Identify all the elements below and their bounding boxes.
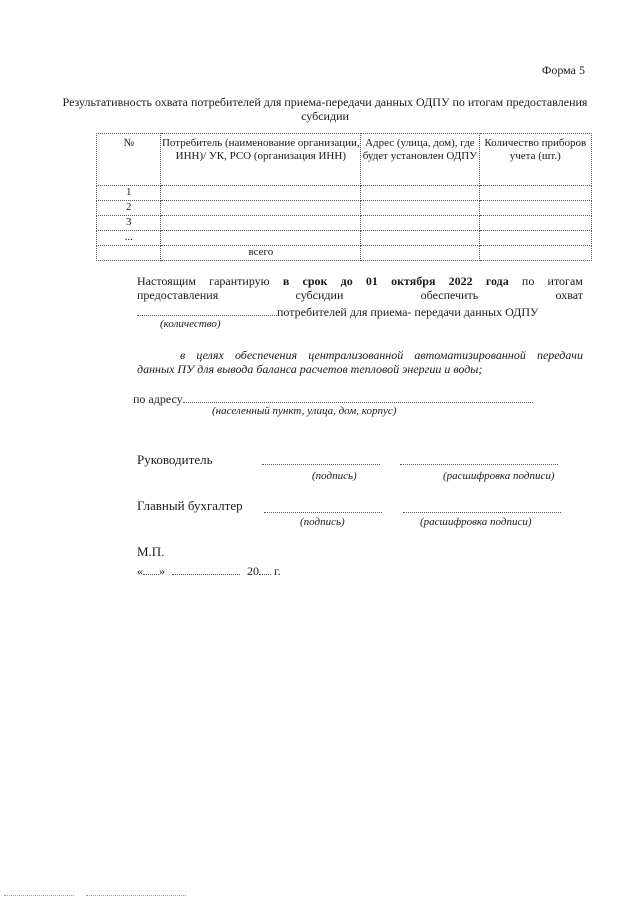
table-cell	[361, 231, 479, 246]
word: предоставления	[137, 288, 219, 302]
word: года	[485, 274, 509, 288]
stamp-label: М.П.	[137, 544, 165, 559]
document-title: Результативность охвата потребителей для приема-передачи данных ОДПУ по итогам предоставления субсидии	[62, 95, 588, 123]
table-cell	[361, 216, 479, 231]
date-line	[137, 563, 281, 579]
word: автоматизированной	[414, 348, 526, 362]
word: передачи	[536, 348, 583, 362]
word: обеспечения	[234, 348, 298, 362]
guarantee-suffix: потребителей для приема- передачи данных ОДПУ	[277, 305, 539, 319]
table-total-row	[97, 246, 592, 261]
date-year-prefix: 20	[247, 564, 259, 578]
total-label: всего	[161, 246, 361, 261]
quantity-blank[interactable]	[137, 304, 277, 316]
footer-mark	[86, 895, 186, 896]
head-sign-caption: (подпись)	[312, 470, 357, 482]
quantity-caption: (количество)	[160, 318, 221, 330]
word: итогам	[547, 274, 583, 288]
header-number: №	[97, 134, 161, 186]
word: обеспечить	[420, 288, 479, 302]
word: до	[340, 274, 353, 288]
address-caption: (населенный пункт, улица, дом, корпус)	[212, 405, 397, 417]
accountant-decode-blank[interactable]	[403, 512, 561, 513]
table-cell	[479, 216, 591, 231]
accountant-sign-caption: (подпись)	[300, 516, 345, 528]
word: субсидии	[295, 288, 344, 302]
table-cell: 1	[97, 186, 161, 201]
word: 01	[365, 274, 378, 288]
head-decode-blank[interactable]	[400, 464, 558, 465]
guarantee-line-1	[137, 274, 583, 289]
word: 2022	[448, 274, 473, 288]
table-cell	[479, 246, 591, 261]
table-cell	[161, 216, 361, 231]
head-decode-caption: (расшифровка подписи)	[443, 470, 555, 482]
table-cell: ...	[97, 231, 161, 246]
table-row	[97, 216, 592, 231]
header-address: Адрес (улица, дом), где будет установлен ОДПУ	[361, 134, 479, 186]
header-device-count: Количество приборов учета (шт.)	[479, 134, 591, 186]
table-cell	[479, 201, 591, 216]
table-cell	[97, 246, 161, 261]
accountant-signature-blank[interactable]	[264, 512, 382, 513]
footer-mark	[4, 895, 74, 896]
date-day-blank[interactable]	[143, 563, 159, 575]
consumer-table	[96, 133, 592, 261]
table-cell	[161, 186, 361, 201]
word: целях	[196, 348, 224, 362]
table-cell	[479, 231, 591, 246]
word: охват	[555, 288, 583, 302]
table-cell	[361, 186, 479, 201]
date-year-suffix: г.	[274, 564, 281, 578]
word: централизованной	[308, 348, 404, 362]
word: гарантирую	[209, 274, 270, 288]
address-label: по адресу	[133, 392, 183, 406]
date-month-blank[interactable]	[172, 563, 240, 575]
word: октября	[391, 274, 436, 288]
table-cell: 2	[97, 201, 161, 216]
form-number-label: Форма 5	[541, 63, 585, 77]
table-cell	[161, 201, 361, 216]
table-row	[97, 186, 592, 201]
goal-line-1	[180, 348, 583, 363]
word: срок	[302, 274, 328, 288]
head-signature-blank[interactable]	[262, 464, 380, 465]
header-consumer: Потребитель (наименование организации, ИНН)/ УК, РСО (организация ИНН)	[161, 134, 361, 186]
word: в	[180, 348, 186, 362]
table-cell	[361, 246, 479, 261]
goal-line-2: данных ПУ для вывода баланса расчетов тепловой энергии и воды;	[137, 362, 483, 376]
date-close-quote: »	[159, 564, 165, 578]
guarantee-line-2	[137, 288, 583, 303]
word: Настоящим	[137, 274, 196, 288]
date-open-quote: «	[137, 564, 143, 578]
word: по	[521, 274, 535, 288]
table-cell	[479, 186, 591, 201]
table-cell	[361, 201, 479, 216]
table-row	[97, 201, 592, 216]
address-blank[interactable]	[183, 391, 533, 403]
table-header-row	[97, 134, 592, 186]
date-year-blank[interactable]	[259, 563, 271, 575]
table-cell: 3	[97, 216, 161, 231]
accountant-label: Главный бухгалтер	[137, 498, 243, 513]
table-row	[97, 231, 592, 246]
table-cell	[161, 231, 361, 246]
word: в	[282, 274, 290, 288]
head-label: Руководитель	[137, 452, 213, 467]
accountant-decode-caption: (расшифровка подписи)	[420, 516, 532, 528]
